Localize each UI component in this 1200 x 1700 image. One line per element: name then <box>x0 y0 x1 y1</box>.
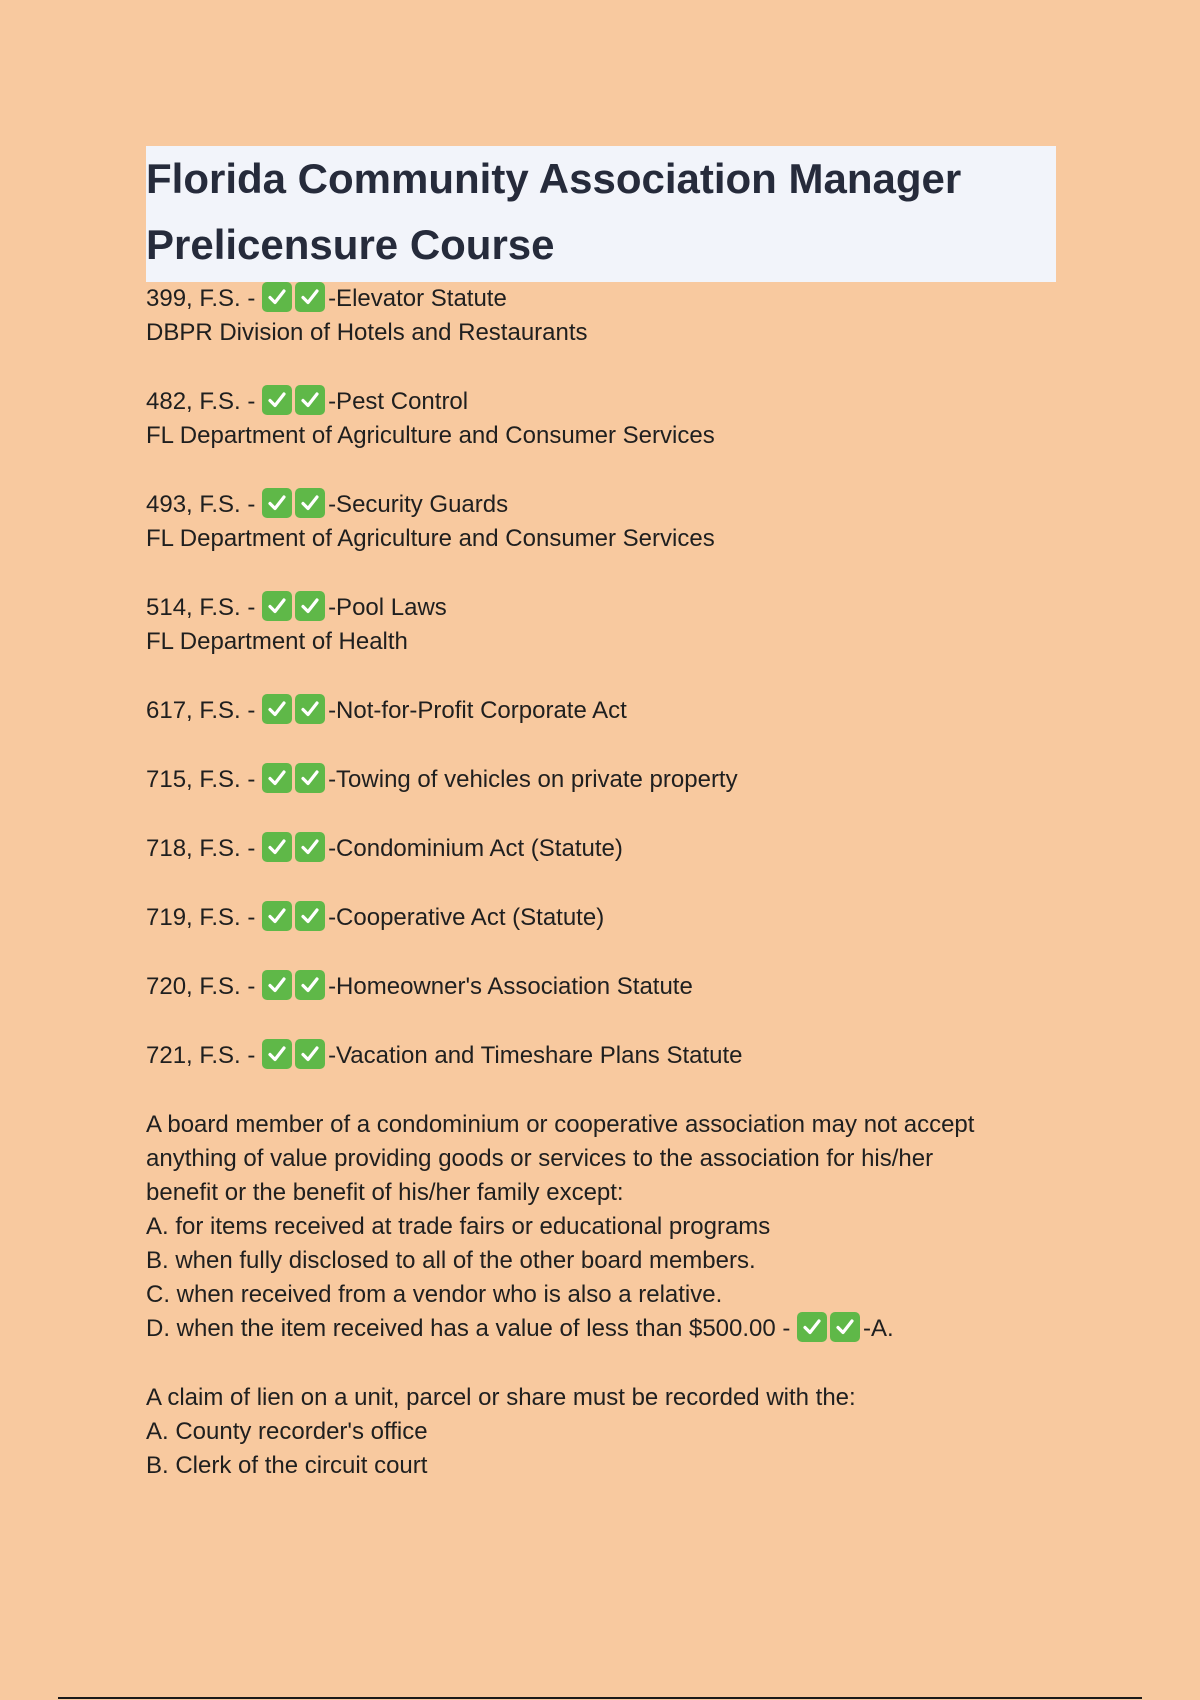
check-mark-icon <box>262 1039 292 1069</box>
check-mark-icon <box>295 970 325 1000</box>
statute-line <box>146 763 1056 797</box>
page-title-line-1: Florida Community Association Manager <box>146 155 962 202</box>
page-bottom-rule <box>58 1697 1142 1699</box>
statute-agency: FL Department of Agriculture and Consumer Services <box>146 525 715 552</box>
check-mark-icon <box>830 1312 860 1342</box>
question-option: B. Clerk of the circuit court <box>146 1452 428 1479</box>
statute-code: 721, F.S. - <box>146 1042 263 1069</box>
statute-line <box>146 591 1056 625</box>
statute-answer: -Vacation and Timeshare Plans Statute <box>328 1042 743 1069</box>
statute-line <box>146 1039 1056 1073</box>
statute-answer: -Pest Control <box>328 388 469 415</box>
statute-entry <box>146 832 1056 866</box>
question-option: A. for items received at trade fairs or educational programs <box>146 1213 771 1240</box>
question-stem-line: anything of value providing goods or services to the association for his/her <box>146 1145 934 1172</box>
statute-entry <box>146 901 1056 935</box>
statute-entry <box>146 763 1056 797</box>
statute-entry <box>146 694 1056 728</box>
check-mark-icon <box>295 901 325 931</box>
statute-agency: FL Department of Agriculture and Consumer Services <box>146 422 715 449</box>
question-stem-line: A claim of lien on a unit, parcel or share must be recorded with the: <box>146 1384 856 1411</box>
check-mark-icon <box>262 488 292 518</box>
question-option: C. when received from a vendor who is also a relative. <box>146 1281 723 1308</box>
statute-code: 720, F.S. - <box>146 973 263 1000</box>
check-mark-icon <box>295 1039 325 1069</box>
statute-code: 719, F.S. - <box>146 904 263 931</box>
statute-entry <box>146 970 1056 1004</box>
statute-entry <box>146 1039 1056 1073</box>
check-mark-icon <box>295 832 325 862</box>
check-mark-icon <box>262 763 292 793</box>
statute-line <box>146 970 1056 1004</box>
statute-code: 482, F.S. - <box>146 388 263 415</box>
statute-entry <box>146 282 1056 350</box>
check-mark-icon <box>295 282 325 312</box>
question-stem-line: benefit or the benefit of his/her family except: <box>146 1179 624 1206</box>
title-block <box>146 146 1056 282</box>
question-option: A. County recorder's office <box>146 1418 428 1445</box>
statute-entry <box>146 488 1056 556</box>
statute-line <box>146 282 1056 316</box>
check-mark-icon <box>262 282 292 312</box>
statute-code: 617, F.S. - <box>146 697 263 724</box>
statute-answer: -Towing of vehicles on private property <box>328 766 738 793</box>
statute-code: 399, F.S. - <box>146 285 263 312</box>
statute-agency: DBPR Division of Hotels and Restaurants <box>146 319 588 346</box>
question-option: B. when fully disclosed to all of the other board members. <box>146 1247 756 1274</box>
question-option: D. when the item received has a value of less than $500.00 - <box>146 1315 798 1342</box>
question-answer: -A. <box>863 1315 894 1342</box>
check-mark-icon <box>262 591 292 621</box>
page-title-line-2: Prelicensure Course <box>146 221 555 268</box>
check-mark-icon <box>262 901 292 931</box>
check-mark-icon <box>295 488 325 518</box>
statute-line <box>146 901 1056 935</box>
check-mark-icon <box>295 385 325 415</box>
statute-code: 715, F.S. - <box>146 766 263 793</box>
question-stem-line: A board member of a condominium or cooperative association may not accept <box>146 1111 975 1138</box>
statute-line <box>146 694 1056 728</box>
check-mark-icon <box>262 385 292 415</box>
statute-code: 514, F.S. - <box>146 594 263 621</box>
check-mark-icon <box>797 1312 827 1342</box>
check-mark-icon <box>295 763 325 793</box>
statute-answer: -Pool Laws <box>328 594 447 621</box>
content <box>146 282 1056 1483</box>
statute-answer: -Elevator Statute <box>328 285 507 312</box>
statute-answer: -Security Guards <box>328 491 509 518</box>
statute-line <box>146 488 1056 522</box>
check-mark-icon <box>262 694 292 724</box>
statute-answer: -Cooperative Act (Statute) <box>328 904 605 931</box>
question-option-with-answer <box>146 1312 1056 1346</box>
check-mark-icon <box>295 591 325 621</box>
statute-list <box>146 282 1056 1073</box>
statute-answer: -Homeowner's Association Statute <box>328 973 693 1000</box>
statute-line <box>146 832 1056 866</box>
question-board-member <box>146 1108 1056 1346</box>
statute-entry <box>146 385 1056 453</box>
document-page <box>146 146 1056 1518</box>
statute-line <box>146 385 1056 419</box>
statute-entry <box>146 591 1056 659</box>
check-mark-icon <box>262 832 292 862</box>
check-mark-icon <box>262 970 292 1000</box>
check-mark-icon <box>295 694 325 724</box>
statute-answer: -Condominium Act (Statute) <box>328 835 623 862</box>
question-claim-of-lien <box>146 1381 1056 1483</box>
statute-agency: FL Department of Health <box>146 628 408 655</box>
statute-answer: -Not-for-Profit Corporate Act <box>328 697 627 724</box>
statute-code: 493, F.S. - <box>146 491 263 518</box>
statute-code: 718, F.S. - <box>146 835 263 862</box>
